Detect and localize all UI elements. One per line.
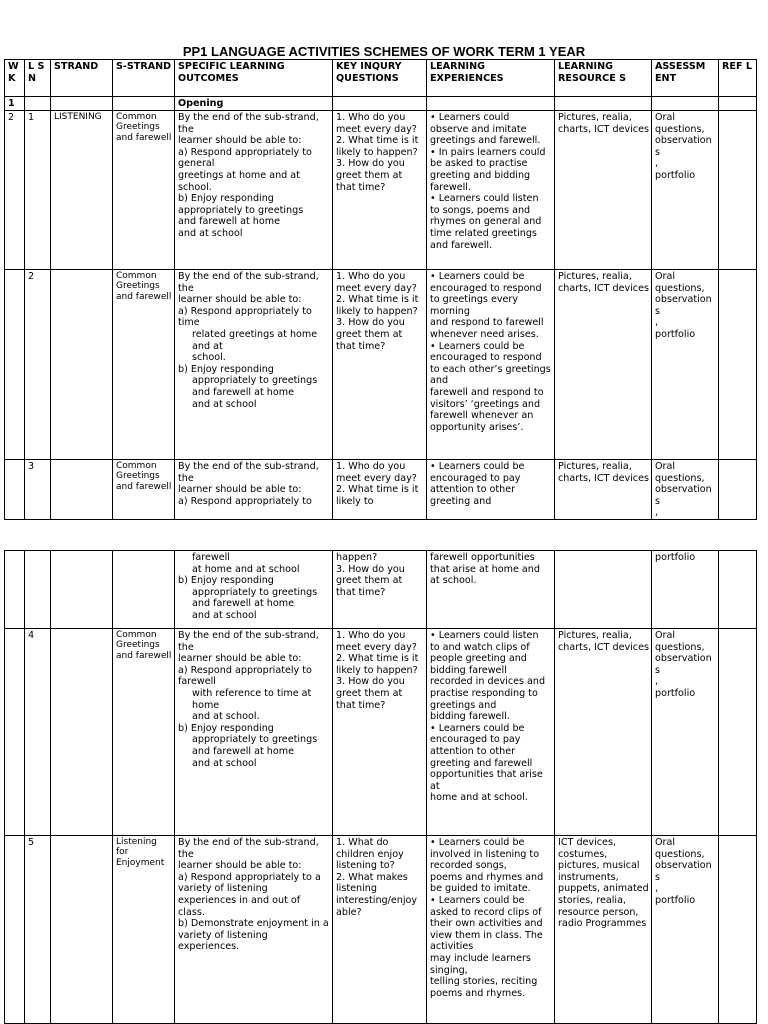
experiences-cell: • Learners could be encouraged to pay attention to other greeting and bbox=[427, 460, 555, 520]
questions-cell: 1. Who do you meet every day? 2. What time is it likely to happen? 3. How do you greet them at that time? bbox=[333, 111, 427, 270]
header-substrand: S-STRAND bbox=[113, 60, 175, 97]
outcomes-cell: By the end of the sub-strand, the learner should be able to: a) Respond appropriately to bbox=[175, 460, 333, 520]
assessment-cell: portfolio bbox=[652, 551, 719, 629]
substrand-cell: Common Greetings and farewell bbox=[113, 111, 175, 270]
assessment-cell: Oral questions, observations , portfolio bbox=[652, 836, 719, 1024]
header-row bbox=[5, 60, 757, 97]
document-title: PP1 LANGUAGE ACTIVITIES SCHEMES OF WORK TERM 1 YEAR bbox=[182, 44, 586, 59]
schemes-table-page-1 bbox=[4, 59, 757, 520]
refl-cell bbox=[719, 629, 757, 836]
opening-text: Opening bbox=[175, 97, 333, 111]
experiences-cell: • Learners could listen to and watch clips of people greeting and bidding farewell recorded in devices and practise responding to greetings and bidding farewell. • Learners could be encouraged to pay attention to other greeting and farewell opportunities that arise at home and at school. bbox=[427, 629, 555, 836]
experiences-cell: farewell opportunities that arise at home and at school. bbox=[427, 551, 555, 629]
strand-cell bbox=[51, 460, 113, 520]
header-lsn: L S N bbox=[25, 60, 51, 97]
assessment-cell: Oral questions, observations , portfolio bbox=[652, 629, 719, 836]
substrand-cell: Common Greetings and farewell bbox=[113, 270, 175, 460]
header-questions: KEY INQURY QUESTIONS bbox=[333, 60, 427, 97]
resources-cell: Pictures, realia, charts, ICT devices bbox=[555, 111, 652, 270]
resources-cell: Pictures, realia, charts, ICT devices bbox=[555, 270, 652, 460]
table-row bbox=[5, 270, 757, 460]
questions-cell: happen? 3. How do you greet them at that time? bbox=[333, 551, 427, 629]
outcomes-cell: By the end of the sub-strand, the learner should be able to: a) Respond appropriately to farewell with reference to time at home and at school. b) Enjoy responding appropriately to greetings and farewell at home and at school bbox=[175, 629, 333, 836]
assessment-cell: Oral questions, observations , portfolio bbox=[652, 111, 719, 270]
lsn-cell: 5 bbox=[25, 836, 51, 1024]
header-resources: LEARNING RESOURCE S bbox=[555, 60, 652, 97]
substrand-cell: Common Greetings and farewell bbox=[113, 629, 175, 836]
strand-cell bbox=[51, 629, 113, 836]
refl-cell bbox=[719, 111, 757, 270]
questions-cell: 1. Who do you meet every day? 2. What time is it likely to bbox=[333, 460, 427, 520]
lsn-cell: 1 bbox=[25, 111, 51, 270]
header-wk: W K bbox=[5, 60, 25, 97]
lsn-cell: 4 bbox=[25, 629, 51, 836]
outcomes-cell: By the end of the sub-strand, the learner should be able to: a) Respond appropriately to time related greetings at home and at school. b) Enjoy responding appropriately to greetings and farewell at home and at school bbox=[175, 270, 333, 460]
resources-cell: Pictures, realia, charts, ICT devices bbox=[555, 629, 652, 836]
header-refl: REF L bbox=[719, 60, 757, 97]
table-row-continued bbox=[5, 551, 757, 629]
wk-cell bbox=[5, 270, 25, 460]
table-row bbox=[5, 460, 757, 520]
experiences-cell: • Learners could be encouraged to respond to greetings every morning and respond to farewell whenever need arises. • Learners could be encouraged to respond to each other’s greetings and farewell and respond to visitors’ ‘greetings and farewell whenever an opportunity arises’. bbox=[427, 270, 555, 460]
wk-cell bbox=[5, 460, 25, 520]
strand-cell: LISTENING bbox=[51, 111, 113, 270]
assessment-cell: Oral questions, observations , bbox=[652, 460, 719, 520]
substrand-cell: Common Greetings and farewell bbox=[113, 460, 175, 520]
outcomes-cell: By the end of the sub-strand, the learner should be able to: a) Respond appropriately to a variety of listening experiences in and out of class. b) Demonstrate enjoyment in a variety of listening experiences. bbox=[175, 836, 333, 1024]
opening-wk: 1 bbox=[5, 97, 25, 111]
outcomes-cell: By the end of the sub-strand, the learner should be able to: a) Respond appropriately to general greetings at home and at school. b) Enjoy responding appropriately to greetings and farewell at home and at school bbox=[175, 111, 333, 270]
resources-cell: Pictures, realia, charts, ICT devices bbox=[555, 460, 652, 520]
header-strand: STRAND bbox=[51, 60, 113, 97]
strand-cell bbox=[51, 270, 113, 460]
wk-cell bbox=[5, 836, 25, 1024]
header-experiences: LEARNING EXPERIENCES bbox=[427, 60, 555, 97]
questions-cell: 1. Who do you meet every day? 2. What time is it likely to happen? 3. How do you greet them at that time? bbox=[333, 629, 427, 836]
header-assessment: ASSESSM ENT bbox=[652, 60, 719, 97]
strand-cell bbox=[51, 836, 113, 1024]
refl-cell bbox=[719, 836, 757, 1024]
refl-cell bbox=[719, 270, 757, 460]
experiences-cell: • Learners could observe and imitate greetings and farewell. • In pairs learners could be asked to practise greeting and bidding farewell. • Learners could listen to songs, poems and rhymes on general and time related greetings and farewell. bbox=[427, 111, 555, 270]
resources-cell: ICT devices, costumes, pictures, musical instruments, puppets, animated stories, realia, resource person, radio Programmes bbox=[555, 836, 652, 1024]
assessment-cell: Oral questions, observations , portfolio bbox=[652, 270, 719, 460]
refl-cell bbox=[719, 460, 757, 520]
outcomes-cell: farewell at home and at school b) Enjoy responding appropriately to greetings and farewell at home and at school bbox=[175, 551, 333, 629]
schemes-table-page-2 bbox=[4, 550, 757, 1024]
substrand-cell: Listening for Enjoyment bbox=[113, 836, 175, 1024]
table-row bbox=[5, 836, 757, 1024]
header-outcomes: SPECIFIC LEARNING OUTCOMES bbox=[175, 60, 333, 97]
table-row bbox=[5, 111, 757, 270]
experiences-cell: • Learners could be involved in listening to recorded songs, poems and rhymes and be guided to imitate. • Learners could be asked to record clips of their own activities and view them in class. The activities may include learners singing, telling stories, reciting poems and rhymes. bbox=[427, 836, 555, 1024]
opening-row bbox=[5, 97, 757, 111]
table-row bbox=[5, 629, 757, 836]
questions-cell: 1. What do children enjoy listening to? 2. What makes listening interesting/enjoy able? bbox=[333, 836, 427, 1024]
lsn-cell: 2 bbox=[25, 270, 51, 460]
wk-cell bbox=[5, 629, 25, 836]
questions-cell: 1. Who do you meet every day? 2. What time is it likely to happen? 3. How do you greet them at that time? bbox=[333, 270, 427, 460]
wk-cell: 2 bbox=[5, 111, 25, 270]
lsn-cell: 3 bbox=[25, 460, 51, 520]
